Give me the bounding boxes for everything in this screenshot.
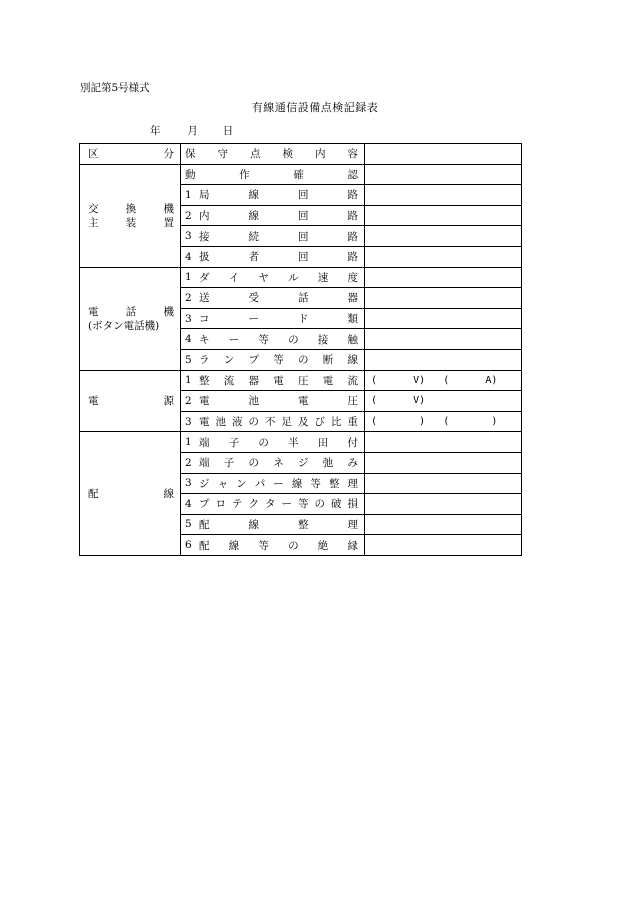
section-name-line	[88, 202, 174, 216]
item-number: 4	[185, 497, 192, 510]
inspection-item-cell	[181, 432, 365, 453]
item-label-char: 断	[322, 354, 334, 367]
inspection-item	[185, 352, 358, 367]
item-label-char: 損	[347, 498, 358, 511]
item-label-char: 配	[199, 539, 210, 552]
section-name-char: 配	[88, 487, 99, 500]
inspection-item-cell	[181, 494, 365, 515]
item-label-char: 回	[298, 210, 309, 223]
result-cell[interactable]	[365, 535, 522, 556]
section-name-char: 装	[125, 216, 137, 229]
item-label-char: 電	[273, 374, 284, 387]
item-label-char: ク	[248, 498, 259, 511]
item-label	[199, 187, 358, 202]
section-name-char: 線	[163, 487, 174, 500]
inspection-item	[185, 311, 358, 326]
item-label-char: コ	[199, 313, 210, 326]
item-number: 2	[185, 209, 192, 222]
item-label-char: 続	[248, 230, 259, 243]
item-label-char: 局	[199, 189, 210, 202]
item-label-char: ロ	[215, 498, 226, 511]
item-label-char: 等	[298, 498, 309, 511]
item-label-char: 器	[248, 374, 259, 387]
inspection-item	[185, 187, 358, 202]
section-name-char: 源	[163, 394, 174, 407]
item-number: 5	[185, 518, 192, 531]
item-label-char: キ	[199, 333, 210, 346]
item-label-char: 破	[331, 498, 342, 511]
month-label: 月	[187, 125, 198, 137]
item-label-char: 類	[347, 313, 358, 326]
inspection-record-table	[79, 143, 522, 556]
inspection-item	[185, 270, 358, 285]
item-label-char: ャ	[217, 477, 229, 490]
item-label-char: 圧	[347, 395, 358, 408]
result-cell[interactable]	[365, 267, 522, 288]
section-cell	[80, 370, 181, 432]
item-label-char: ン	[236, 477, 247, 490]
result-cell[interactable]	[365, 164, 522, 185]
section-name-line	[88, 487, 174, 501]
item-label-char: の	[314, 498, 325, 511]
item-label-char: 者	[248, 251, 259, 264]
inspection-item-cell	[181, 473, 365, 494]
item-label-char: 電	[199, 395, 210, 408]
item-label-char: 話	[298, 292, 309, 305]
item-label-char: 理	[347, 477, 358, 490]
inspection-item-cell	[181, 452, 365, 473]
item-label-char: の	[288, 333, 299, 346]
item-label-char: 回	[298, 189, 309, 202]
item-label-char: の	[248, 416, 259, 429]
item-label	[199, 476, 358, 491]
item-label	[199, 496, 358, 511]
item-label-char: テ	[232, 498, 243, 511]
item-label	[199, 393, 358, 408]
header-items-label-char: 容	[347, 148, 358, 161]
section-cell	[80, 432, 181, 556]
result-cell[interactable]	[365, 473, 522, 494]
inspection-item-cell	[181, 349, 365, 370]
item-label-char: ド	[298, 313, 309, 326]
table-row	[80, 370, 522, 391]
item-number: 4	[185, 333, 192, 346]
item-label-char: 等	[310, 477, 321, 490]
item-number: 3	[185, 415, 192, 428]
item-label-char: び	[314, 416, 325, 429]
item-label-char: 等	[258, 333, 269, 346]
item-label-char: 確	[293, 168, 304, 181]
header-items-label-char: 点	[250, 148, 261, 161]
item-label-char: 縁	[347, 539, 358, 552]
item-label	[199, 435, 358, 450]
item-label-char: 整	[298, 518, 309, 531]
header-items-label	[185, 146, 358, 161]
inspection-item-cell	[181, 514, 365, 535]
item-label-char: の	[258, 436, 269, 449]
item-label-char: 接	[199, 230, 210, 243]
header-section-label-char: 区	[88, 148, 99, 161]
item-label-char: 流	[223, 374, 235, 387]
item-label-char: 液	[232, 416, 243, 429]
section-name-char: 機	[163, 202, 174, 215]
inspection-item-cell	[181, 288, 365, 309]
result-cell[interactable]	[365, 452, 522, 473]
item-label-char: 重	[347, 416, 358, 429]
section-name-line	[88, 216, 174, 230]
inspection-item	[185, 229, 358, 244]
item-number: 5	[185, 353, 192, 366]
section-name-char: 電	[88, 305, 99, 318]
item-label-char: ダ	[199, 271, 210, 284]
item-label-char: 付	[347, 436, 358, 449]
section-name-char: 主	[88, 216, 99, 229]
result-cell[interactable]	[365, 432, 522, 453]
inspection-item	[185, 249, 358, 264]
item-label-char: ー	[273, 477, 284, 490]
item-label	[199, 290, 358, 305]
inspection-item	[185, 332, 358, 347]
item-label-char: 認	[347, 168, 358, 181]
result-cell[interactable]	[365, 349, 522, 370]
item-label-char: 作	[239, 168, 250, 181]
item-number: 2	[185, 456, 192, 469]
table-row	[80, 432, 522, 453]
section-name-line	[88, 394, 174, 408]
inspection-item	[185, 167, 358, 182]
item-label-char: 回	[298, 251, 309, 264]
section-name-char: 換	[125, 202, 137, 215]
item-label-char: 整	[199, 374, 210, 387]
item-label	[199, 373, 358, 388]
item-label-char: 等	[273, 354, 284, 367]
result-cell[interactable]	[365, 185, 522, 206]
item-label-char: 速	[317, 271, 329, 284]
result-cell[interactable]	[365, 205, 522, 226]
header-items-label-char: 検	[282, 148, 293, 161]
header-section-label-char: 分	[163, 148, 174, 161]
header-items-label-char: 守	[217, 148, 228, 161]
item-label	[199, 229, 358, 244]
item-label-char: ン	[223, 354, 235, 367]
section-name-char: 交	[88, 202, 99, 215]
item-label-char: 線	[248, 210, 259, 223]
inspection-item	[185, 373, 358, 388]
item-label-char: 器	[347, 292, 358, 305]
item-label-char: イ	[228, 271, 240, 284]
result-cell[interactable]	[365, 226, 522, 247]
item-label-char: 回	[298, 230, 309, 243]
item-label-char: ー	[248, 313, 259, 326]
item-label-char: 流	[347, 374, 358, 387]
item-label-char: ー	[228, 333, 240, 346]
section-name-char: 機	[163, 305, 174, 318]
result-cell[interactable]	[365, 514, 522, 535]
header-items-label-char: 内	[315, 148, 326, 161]
item-number: 1	[185, 436, 192, 449]
header-result-cell	[365, 144, 522, 165]
item-label-char: の	[298, 354, 309, 367]
inspection-item	[185, 517, 358, 532]
result-cell[interactable]: ( V)	[365, 391, 522, 412]
item-label-char: 及	[298, 416, 309, 429]
inspection-item	[185, 208, 358, 223]
item-number: 6	[185, 539, 192, 552]
item-label	[199, 249, 358, 264]
item-label-char: 度	[347, 271, 358, 284]
section-name-char: 電	[88, 394, 99, 407]
item-label-char: み	[347, 457, 358, 470]
item-label-char: 端	[199, 457, 210, 470]
item-label-char: 動	[185, 168, 196, 181]
item-number: 3	[185, 230, 192, 243]
inspection-item	[185, 435, 358, 450]
item-label	[199, 414, 358, 429]
item-label-char: 半	[288, 436, 299, 449]
item-label-char: タ	[265, 498, 276, 511]
item-label-char: 端	[199, 436, 210, 449]
inspection-item-cell	[181, 185, 365, 206]
item-label-char: 絶	[317, 539, 329, 552]
section-name-line: (ボタン電話機)	[88, 319, 160, 332]
inspection-item-cell	[181, 267, 365, 288]
item-label	[199, 311, 358, 326]
item-label-char: の	[248, 457, 259, 470]
inspection-item-cell	[181, 226, 365, 247]
inspection-item-cell	[181, 411, 365, 432]
item-label	[199, 455, 358, 470]
item-label-char: 等	[258, 539, 269, 552]
item-label-char: パ	[254, 477, 266, 490]
item-label-char: 路	[347, 251, 358, 264]
section-name-line	[88, 305, 174, 319]
inspection-item	[185, 538, 358, 553]
inspection-item	[185, 393, 358, 408]
item-label-char: 理	[347, 518, 358, 531]
item-number: 3	[185, 477, 192, 490]
inspection-item	[185, 496, 358, 511]
inspection-item-cell	[181, 205, 365, 226]
item-label	[199, 270, 358, 285]
table-row	[80, 267, 522, 288]
year-label: 年	[150, 125, 161, 137]
inspection-item	[185, 414, 358, 429]
item-label-char: 線	[248, 518, 259, 531]
result-cell[interactable]	[365, 329, 522, 350]
item-label	[185, 167, 358, 182]
item-label	[199, 332, 358, 347]
item-label-char: 線	[347, 354, 358, 367]
section-cell	[80, 164, 181, 267]
inspection-item	[185, 455, 358, 470]
section-name-char: 話	[125, 305, 137, 318]
item-number: 1	[185, 188, 192, 201]
item-label-char: 電	[199, 416, 210, 429]
item-label-char: 線	[228, 539, 240, 552]
item-label-char: プ	[199, 498, 210, 511]
form-number-label: 別記第5号様式	[80, 82, 150, 94]
inspection-item-cell	[181, 164, 365, 185]
item-label	[199, 208, 358, 223]
item-label-char: プ	[248, 354, 259, 367]
header-items-label-char: 保	[185, 148, 196, 161]
inspection-item-cell	[181, 370, 365, 391]
inspection-item-cell	[181, 391, 365, 412]
item-number: 2	[185, 291, 192, 304]
item-label-char: ネ	[273, 457, 284, 470]
item-label-char: ジ	[199, 477, 210, 490]
item-label-char: 比	[331, 416, 342, 429]
item-label-char: 不	[265, 416, 276, 429]
inspection-item-cell	[181, 308, 365, 329]
item-label-char: 弛	[322, 457, 334, 470]
table-header-row	[80, 144, 522, 165]
inspection-item	[185, 476, 358, 491]
document-title: 有線通信設備点検記録表	[251, 101, 379, 114]
item-label-char: 線	[248, 189, 259, 202]
item-label-char: 路	[347, 210, 358, 223]
item-number: 1	[185, 374, 192, 387]
inspection-item-cell	[181, 246, 365, 267]
inspection-item-cell	[181, 329, 365, 350]
item-label-char: 子	[228, 436, 240, 449]
item-label-char: ヤ	[258, 271, 269, 284]
inspection-item	[185, 290, 358, 305]
item-label-char: 線	[291, 477, 303, 490]
item-label-char: 池	[248, 395, 259, 408]
item-label-char: ー	[281, 498, 292, 511]
item-label-char: 接	[317, 333, 329, 346]
inspection-item-cell	[181, 535, 365, 556]
item-label-char: 路	[347, 189, 358, 202]
item-label-char: ラ	[199, 354, 210, 367]
item-label-char: 配	[199, 518, 210, 531]
result-cell[interactable]	[365, 288, 522, 309]
item-label	[199, 517, 358, 532]
item-number: 3	[185, 312, 192, 325]
table-row	[80, 164, 522, 185]
result-cell[interactable]: ( V) ( A)	[365, 370, 522, 391]
item-label-char: の	[288, 539, 299, 552]
item-label-char: 電	[322, 374, 334, 387]
header-items-cell	[181, 144, 365, 165]
date-row	[150, 123, 233, 138]
item-label-char: 池	[215, 416, 226, 429]
item-label-char: 受	[248, 292, 259, 305]
item-label-char: 整	[328, 477, 340, 490]
section-cell	[80, 267, 181, 370]
header-section-cell	[80, 144, 181, 165]
item-label-char: 触	[347, 333, 358, 346]
item-number: 2	[185, 394, 192, 407]
item-label-char: 電	[298, 395, 309, 408]
result-cell[interactable]	[365, 246, 522, 267]
section-name-char: 置	[163, 216, 174, 229]
item-label-char: 路	[347, 230, 358, 243]
item-label-char: 足	[281, 416, 292, 429]
header-section-label	[88, 146, 174, 161]
item-label-char: 子	[223, 457, 235, 470]
item-label	[199, 352, 358, 367]
result-cell[interactable]	[365, 494, 522, 515]
item-label-char: 圧	[298, 374, 309, 387]
item-label-char: 田	[317, 436, 329, 449]
result-cell[interactable]	[365, 308, 522, 329]
item-label	[199, 538, 358, 553]
item-label-char: 送	[199, 292, 210, 305]
item-label-char: ジ	[298, 457, 309, 470]
item-label-char: 扱	[199, 251, 210, 264]
item-label-char: ル	[288, 271, 299, 284]
item-label-char: 内	[199, 210, 210, 223]
item-number: 1	[185, 271, 192, 284]
day-label: 日	[222, 125, 234, 137]
table-body	[80, 144, 522, 556]
result-cell[interactable]: ( ) ( )	[365, 411, 522, 432]
item-number: 4	[185, 250, 192, 263]
